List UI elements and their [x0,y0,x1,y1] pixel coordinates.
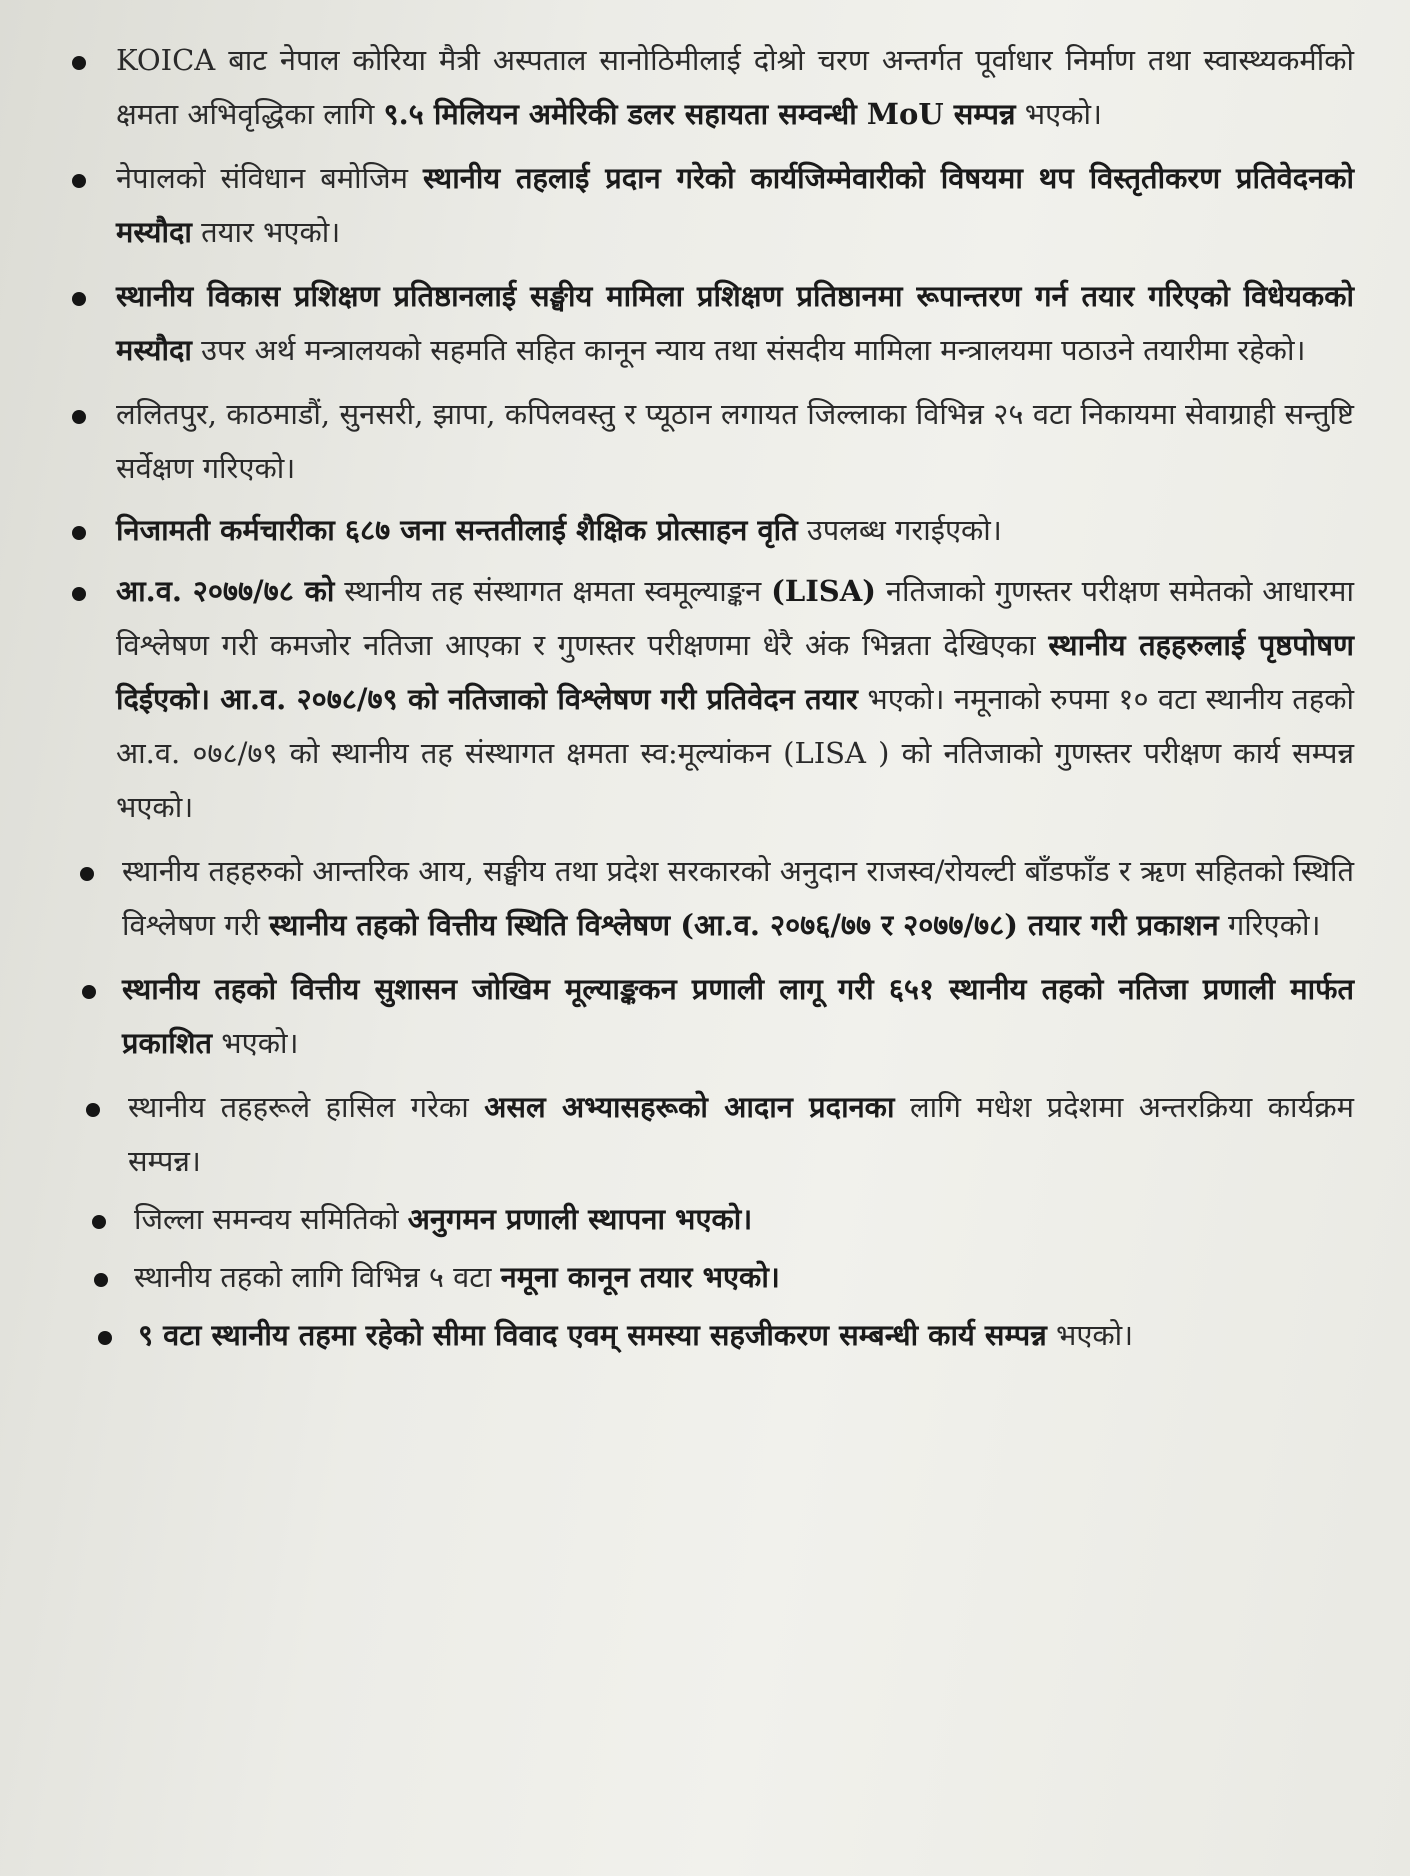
bullet-icon [94,1273,108,1287]
item-text: नेपालको संविधान बमोजिम [116,160,423,195]
bullet-icon [92,1215,106,1229]
item-text: उपलब्ध गराईएको। [797,512,1002,547]
item-text-bold: स्थानीय विकास प्रशिक्षण प्रतिष्ठानलाई सङ्घीय मामिला प्रशिक्षण प्रतिष्ठानमा रूपान्तरण गर्न तयार गरिएको विधेयकको मस्यौदा [116,278,1354,367]
item-text: लागि मधेश प्रदेशमा अन्तरक्रिया कार्यक्रम सम्पन्न। [128,1089,1354,1178]
list-item [72,1193,1354,1247]
list-item [72,388,1354,496]
item-text: जिल्ला समन्वय समितिको [134,1201,408,1236]
bullet-icon [72,56,86,70]
list-item [72,1081,1354,1189]
list-item [72,845,1354,953]
item-text: स्थानीय तहको लागि विभिन्न ५ वटा [134,1259,501,1294]
item-text-bold: आ.व. २०७७/७८ को [116,574,335,609]
bullet-icon [72,587,86,601]
item-text-bold: स्थानीय तहको वित्तीय स्थिति विश्लेषण (आ.व. २०७६/७७ र २०७७/७८) तयार गरी प्रकाशन [269,908,1219,943]
item-text-bold: नमूना कानून तयार भएको। [500,1259,780,1294]
item-text: तयार भएको। [191,214,341,249]
bullet-icon [72,292,86,306]
item-text: स्थानीय तहहरुको आन्तरिक आय, सङ्घीय तथा प्रदेश सरकारको अनुदान राजस्व/रोयल्टी बाँडफाँड र ऋण सहितको स्थिति विश्लेषण गरी [122,854,1354,943]
item-text-bold: अनुगमन प्रणाली स्थापना भएको। [407,1201,753,1236]
list-item [72,565,1354,835]
list-item [72,963,1354,1071]
item-text-bold: स्थानीय तहहरुलाई पृष्ठपोषण दिईएको। आ.व. २०७८/७९ को नतिजाको विश्लेषण गरी प्रतिवेदन तयार [116,628,1355,717]
item-text: KOICA बाट नेपाल कोरिया मैत्री अस्पताल सानोठिमीलाई दोश्रो चरण अन्तर्गत पूर्वाधार निर्माण तथा स्वास्थ्यकर्मीको क्षमता अभिवृद्धिका लागि [116,43,1354,131]
bullet-list [72,34,1354,1363]
bullet-icon [72,526,86,540]
bullet-icon [98,1331,112,1345]
item-text: नतिजाको गुणस्तर परीक्षण समेतको आधारमा विश्लेषण गरी कमजोर नतिजा आएका र गुणस्तर परीक्षणमा धेरै अंक भिन्नता देखिएका [116,574,1354,663]
item-text: स्थानीय तह संस्थागत क्षमता स्वमूल्याङ्कन [334,574,772,609]
list-item [72,270,1354,378]
bullet-icon [72,410,86,424]
list-item [72,1309,1354,1363]
list-item [72,1251,1354,1305]
list-item [72,152,1354,260]
item-text: भएको। नमूनाको रुपमा १० वटा स्थानीय तहको आ.व. ०७८/७९ को स्थानीय तह संस्थागत क्षमता स्व:मूल्यांकन (LISA ) को नतिजाको गुणस्तर परीक्षण कार्य सम्पन्न भएको। [116,682,1355,825]
item-text-bold: ९ वटा स्थानीय तहमा रहेको सीमा विवाद एवम् समस्या सहजीकरण सम्बन्धी कार्य सम्पन्न [138,1317,1047,1352]
list-item [72,34,1354,142]
item-text-bold: (LISA) [771,574,876,609]
bullet-icon [86,1103,100,1117]
item-text: स्थानीय तहहरूले हासिल गरेका [128,1089,485,1124]
bullet-icon [80,867,94,881]
item-text: भएको। [1046,1317,1134,1352]
item-text: उपर अर्थ मन्त्रालयको सहमति सहित कानून न्याय तथा संसदीय मामिला मन्त्रालयमा पठाउने तयारीमा रहेको। [191,332,1306,367]
item-text-bold: ९.५ मिलियन अमेरिकी डलर सहायता सम्वन्धी MoU सम्पन्न [383,96,1016,131]
item-text-bold: स्थानीय तहको वित्तीय सुशासन जोखिम मूल्याङ्ककन प्रणाली लागू गरी ६५१ स्थानीय तहको नतिजा प्रणाली मार्फत प्रकाशित [122,972,1354,1060]
bullet-icon [72,174,86,188]
item-text: भएको। [212,1025,299,1060]
item-text-bold: असल अभ्यासहरूको आदान प्रदानका [484,1089,895,1124]
item-text: गरिएको। [1218,908,1321,943]
list-item [72,504,1354,558]
item-text-bold: स्थानीय तहलाई प्रदान गरेको कार्यजिम्मेवारीको विषयमा थप विस्तृतीकरण प्रतिवेदनको मस्यौदा [116,160,1354,249]
bullet-icon [82,985,96,999]
item-text: भएको। [1015,96,1102,131]
item-text: ललितपुर, काठमाडौं, सुनसरी, झापा, कपिलवस्तु र प्यूठान लगायत जिल्लाका विभिन्न २५ वटा निकायमा सेवाग्राही सन्तुष्टि सर्वेक्षण गरिएको। [116,396,1354,485]
item-text-bold: निजामती कर्मचारीका ६८७ जना सन्ततीलाई शैक्षिक प्रोत्साहन वृति [116,512,798,547]
